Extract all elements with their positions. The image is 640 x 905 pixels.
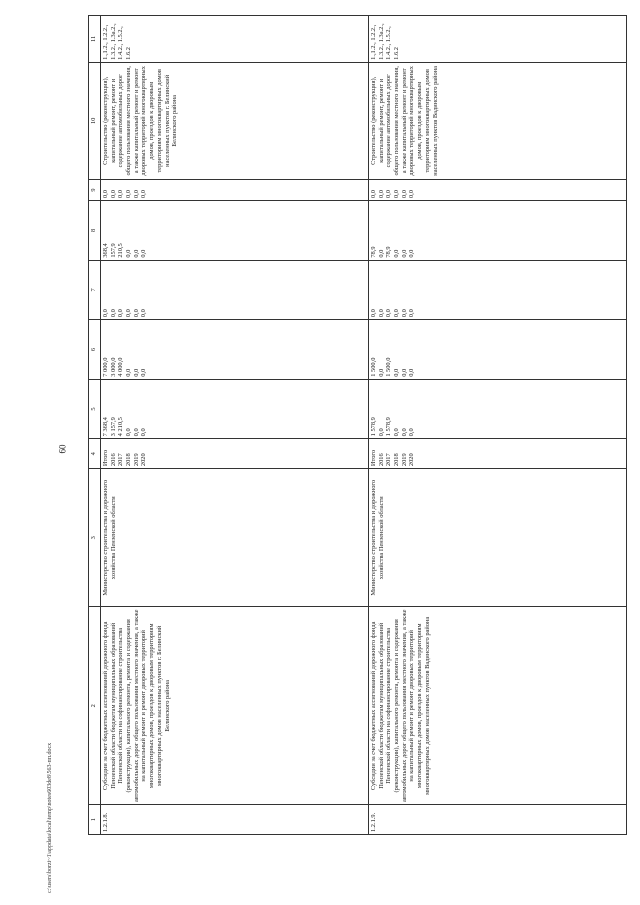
- value: 0,0: [140, 190, 148, 199]
- value: 0,0: [393, 428, 401, 437]
- other-cell: [369, 179, 627, 200]
- value: 3 000,0: [109, 357, 117, 377]
- value: 0,0: [125, 249, 133, 258]
- value: 0,0: [408, 368, 416, 377]
- years-cell: [101, 439, 369, 469]
- years-cell: [369, 439, 627, 469]
- value: 0,0: [132, 428, 140, 437]
- value: 0,0: [393, 249, 401, 258]
- value: 210,5: [117, 243, 125, 258]
- footer-file-path: c:\users\borzi~1\appdata\local\temp\notes603de8\563-пп.docx: [47, 742, 53, 893]
- year: 2016: [377, 453, 385, 467]
- federal-cell: [369, 320, 627, 380]
- regional-cell: [101, 260, 369, 320]
- other-cell: [101, 179, 369, 200]
- year: 2016: [109, 453, 117, 467]
- value: 1 578,9: [370, 417, 377, 437]
- value: 78,9: [385, 246, 393, 258]
- regional-cell: [369, 260, 627, 320]
- value: 0,0: [125, 368, 133, 377]
- table-body: [101, 16, 627, 835]
- year: Итого: [102, 449, 109, 467]
- row-number: 1.2.1.9.: [369, 805, 627, 835]
- value: 0,0: [109, 309, 117, 318]
- value: 4 000,0: [117, 357, 125, 377]
- value: 0,0: [140, 309, 148, 318]
- value: 0,0: [400, 309, 408, 318]
- value: 0,0: [393, 190, 401, 199]
- year: 2018: [125, 453, 133, 467]
- indicator-codes: 1.,1.2., 1.2.2., 1.3.2., 1.3a.2., 1.4.2., 1.5.2., 1.6.2: [369, 16, 627, 63]
- col-header: 2: [89, 607, 101, 805]
- value: 368,4: [102, 243, 109, 258]
- value: 3 157,9: [109, 417, 117, 437]
- year: 2019: [132, 453, 140, 467]
- value: 0,0: [385, 309, 393, 318]
- value: 0,0: [102, 190, 109, 199]
- year: Итого: [370, 449, 377, 467]
- value: 0,0: [393, 309, 401, 318]
- value: 0,0: [408, 428, 416, 437]
- value: 0,0: [117, 309, 125, 318]
- executor: Министерство строительства и дорожного хозяйства Пензенской области: [101, 469, 369, 607]
- value: 1 578,9: [385, 417, 393, 437]
- value: 0,0: [125, 428, 133, 437]
- value: 0,0: [393, 368, 401, 377]
- value: 7 368,4: [102, 417, 109, 437]
- col-header: 7: [89, 260, 101, 320]
- year: 2019: [400, 453, 408, 467]
- col-header: 4: [89, 439, 101, 469]
- value: 0,0: [377, 190, 385, 199]
- row-number: 1.2.1.8.: [101, 805, 369, 835]
- value: 0,0: [102, 309, 109, 318]
- col-header: 9: [89, 179, 101, 200]
- value: 0,0: [377, 249, 385, 258]
- indicator-codes: 1.,1.2., 1.2.2., 1.3.2., 1.3a.2., 1.4.2., 1.5.2., 1.6.2: [101, 16, 369, 63]
- expected-result: Строительство (реконструкция), капитальный ремонт, ремонт и содержание автомобильных дорог общего пользования местного значения, а также капитальный ремонт и ремонт дворовых территорий многоквартирных домов, проездов к дворовым территориям многоквартирных домов населенных пунктов Вадинского района: [369, 62, 627, 179]
- value: 0,0: [377, 368, 385, 377]
- value: 0,0: [377, 428, 385, 437]
- value: 0,0: [132, 190, 140, 199]
- year: 2017: [385, 453, 393, 467]
- measure-name: Субсидии за счет бюджетных ассигнований дорожного фонда Пензенской области бюджетам муниципальных образований Пензенской области на софинансирование строительства (реконструкции), капитального ремонта, ремонта и содержания автомобильных дорог общего пользования местного значения, а также на капитальный ремонт и ремонт дворовых территорий многоквартирных домов, проездов к дворовым территориям многоквартирных домов населенных пунктов Вадинского района: [369, 607, 627, 805]
- federal-cell: [101, 320, 369, 380]
- value: 7 000,0: [102, 357, 109, 377]
- total-cell: [369, 379, 627, 439]
- value: 0,0: [408, 309, 416, 318]
- col-header: 6: [89, 320, 101, 380]
- value: 0,0: [117, 190, 125, 199]
- value: 0,0: [408, 249, 416, 258]
- col-header: 10: [89, 62, 101, 179]
- table-row: [369, 16, 627, 835]
- value: 0,0: [125, 309, 133, 318]
- col-header: 8: [89, 201, 101, 261]
- year: 2018: [393, 453, 401, 467]
- measure-name: Субсидии за счет бюджетных ассигнований дорожного фонда Пензенской области бюджетам муниципальных образований Пензенской области на софинансирование строительства (реконструкции), капитального ремонта, ремонта и содержания автомобильных дорог общего пользования местного значения, а также на капитальный ремонт и ремонт дворовых территорий многоквартирных домов, проездов к дворовым территориям многоквартирных домов населенных пунктов г. Белинский Белинского района: [101, 607, 369, 805]
- value: 1 500,0: [370, 357, 377, 377]
- value: 0,0: [370, 190, 377, 199]
- value: 0,0: [400, 190, 408, 199]
- value: 0,0: [385, 190, 393, 199]
- program-table: [88, 15, 627, 835]
- value: 0,0: [132, 368, 140, 377]
- value: 0,0: [109, 190, 117, 199]
- value: 0,0: [132, 249, 140, 258]
- value: 78,9: [370, 246, 377, 258]
- col-header: 1: [89, 805, 101, 835]
- executor: Министерство строительства и дорожного хозяйства Пензенской области: [369, 469, 627, 607]
- value: 1 500,0: [385, 357, 393, 377]
- expected-result: Строительство (реконструкция), капитальный ремонт, ремонт и содержание автомобильных дорог общего пользования местного значения, а также капитальный ремонт и ремонт дворовых территорий многоквартирных домов, проездов к дворовым территориям многоквартирных домов населенных пунктов г. Белинский Белинского района: [101, 62, 369, 179]
- year: 2020: [408, 453, 416, 467]
- col-header: 3: [89, 469, 101, 607]
- value: 4 210,5: [117, 417, 125, 437]
- year: 2017: [117, 453, 125, 467]
- value: 0,0: [400, 428, 408, 437]
- col-header: 5: [89, 379, 101, 439]
- header-row: [89, 16, 101, 835]
- year: 2020: [140, 453, 148, 467]
- value: 0,0: [140, 249, 148, 258]
- value: 0,0: [400, 249, 408, 258]
- value: 157,9: [109, 243, 117, 258]
- value: 0,0: [377, 309, 385, 318]
- table-row: [101, 16, 369, 835]
- local-cell: [101, 201, 369, 261]
- value: 0,0: [132, 309, 140, 318]
- col-header: 11: [89, 16, 101, 63]
- value: 0,0: [400, 368, 408, 377]
- value: 0,0: [125, 190, 133, 199]
- value: 0,0: [140, 368, 148, 377]
- value: 0,0: [408, 190, 416, 199]
- value: 0,0: [140, 428, 148, 437]
- local-cell: [369, 201, 627, 261]
- rotated-table-container: [88, 15, 636, 835]
- page-number: 60: [57, 444, 68, 454]
- total-cell: [101, 379, 369, 439]
- value: 0,0: [370, 309, 377, 318]
